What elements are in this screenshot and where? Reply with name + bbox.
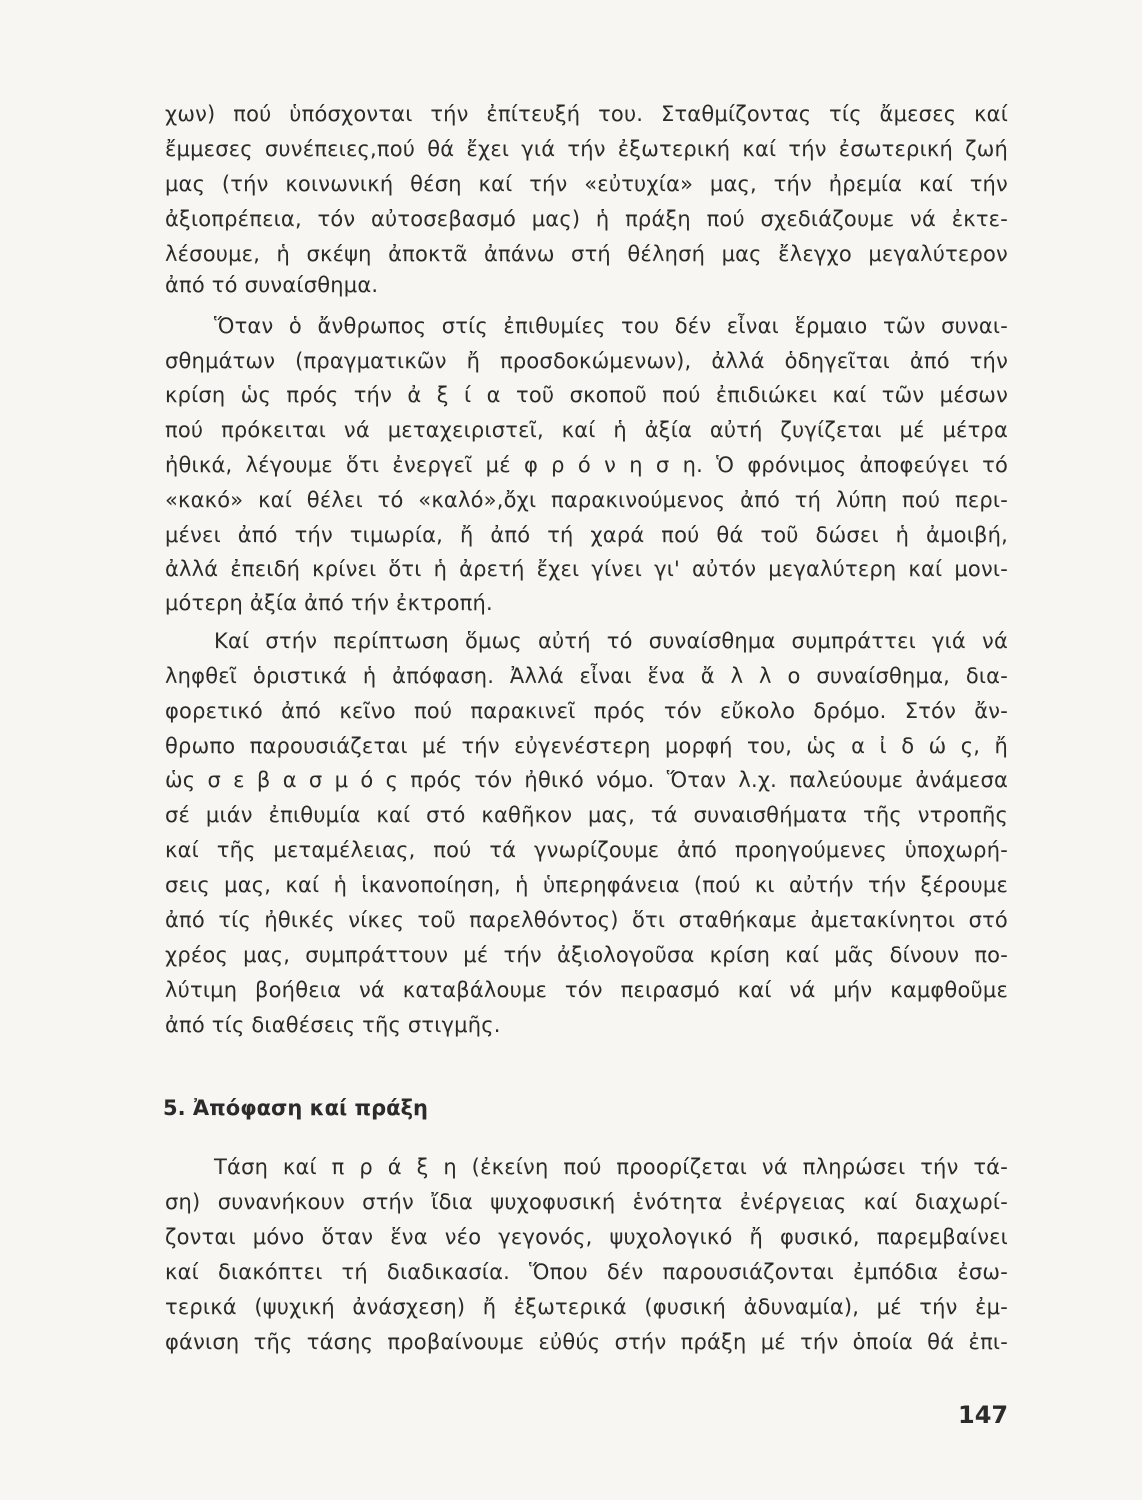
text-line: τερικά (ψυχική ἀνάσχεση) ἤ ἐξωτερικά (φυσική ἀδυναμία), μέ τήν ἐμ- [165, 1295, 1008, 1319]
text-line: σθημάτων (πραγματικῶν ἤ προσδοκώμενων), ἀλλά ὁδηγεῖται ἀπό τήν [165, 349, 1008, 373]
text-line: χων) πού ὑπόσχονται τήν ἐπίτευξή του. Σταθμίζοντας τίς ἄμεσες καί [165, 102, 1008, 126]
text-line: λέσουμε, ἡ σκέψη ἀποκτᾶ ἀπάνω στή θέλησή μας ἔλεγχο μεγαλύτερον [165, 242, 1008, 266]
text-line: Ὅταν ὁ ἄνθρωπος στίς ἐπιθυμίες του δέν εἶναι ἕρμαιο τῶν συναι- [214, 314, 1008, 338]
text-line: φορετικό ἀπό κεῖνο πού παρακινεῖ πρός τόν εὔκολο δρόμο. Στόν ἄν- [165, 699, 1008, 723]
text-line: μότερη ἀξία ἀπό τήν ἐκτροπή. [165, 591, 493, 615]
text-line: σέ μιάν ἐπιθυμία καί στό καθῆκον μας, τά συναισθήματα τῆς ντροπῆς [165, 803, 1008, 827]
text-line: χρέος μας, συμπράττουν μέ τήν ἀξιολογοῦσα κρίση καί μᾶς δίνουν πο- [165, 943, 1008, 967]
text-line: «κακό» καί θέλει τό «καλό»,ὄχι παρακινούμενος ἀπό τή λύπη πού περι- [165, 488, 1008, 512]
text-line: ἀπό τό συναίσθημα. [165, 273, 379, 297]
text-line: καί τῆς μεταμέλειας, πού τά γνωρίζουμε ἀπό προηγούμενες ὑποχωρή- [165, 838, 1008, 862]
text-line: ζονται μόνο ὅταν ἕνα νέο γεγονός, ψυχολογικό ἤ φυσικό, παρεμβαίνει [165, 1225, 1008, 1249]
text-line: ἀπό τίς διαθέσεις τῆς στιγμῆς. [165, 1013, 501, 1037]
text-line: ἀλλά ἐπειδή κρίνει ὅτι ἡ ἀρετή ἔχει γίνει γι' αὐτόν μεγαλύτερη καί μονι- [165, 557, 1008, 581]
text-line: μας (τήν κοινωνική θέση καί τήν «εὐτυχία» μας, τήν ἠρεμία καί τήν [165, 172, 1008, 196]
text-line: ληφθεῖ ὁριστικά ἡ ἀπόφαση. Ἀλλά εἶναι ἕνα ἄ λ λ ο συναίσθημα, δια- [165, 664, 1008, 688]
section-heading: 5. Ἀπόφαση καί πράξη [163, 1096, 428, 1120]
text-line: κρίση ὡς πρός τήν ἀ ξ ί α τοῦ σκοποῦ πού ἐπιδιώκει καί τῶν μέσων [165, 383, 1008, 407]
text-line: μένει ἀπό τήν τιμωρία, ἤ ἀπό τή χαρά πού θά τοῦ δώσει ἡ ἀμοιβή, [165, 523, 1008, 547]
text-line: φάνιση τῆς τάσης προβαίνουμε εὐθύς στήν πράξη μέ τήν ὁποία θά ἐπι- [165, 1330, 1008, 1354]
text-line: ἔμμεσες συνέπειες,πού θά ἔχει γιά τήν ἐξωτερική καί τήν ἐσωτερική ζωή [165, 137, 1008, 161]
text-line: λύτιμη βοήθεια νά καταβάλουμε τόν πειρασμό καί νά μήν καμφθοῦμε [165, 978, 1008, 1002]
text-line: ὡς σ ε β α σ μ ό ς πρός τόν ἠθικό νόμο. Ὅταν λ.χ. παλεύουμε ἀνάμεσα [165, 768, 1008, 792]
page-number: 147 [958, 1401, 1009, 1429]
text-line: ἠθικά, λέγουμε ὅτι ἐνεργεῖ μέ φ ρ ό ν η σ η. Ὁ φρόνιμος ἀποφεύγει τό [165, 453, 1008, 477]
text-line: Καί στήν περίπτωση ὅμως αὐτή τό συναίσθημα συμπράττει γιά νά [214, 629, 1008, 653]
text-line: ἀπό τίς ἠθικές νίκες τοῦ παρελθόντος) ὅτι σταθήκαμε ἀμετακίνητοι στό [165, 908, 1008, 932]
text-line: ση) συνανήκουν στήν ἴδια ψυχοφυσική ἑνότητα ἐνέργειας καί διαχωρί- [165, 1190, 1008, 1214]
text-line: θρωπο παρουσιάζεται μέ τήν εὐγενέστερη μορφή του, ὡς α ἰ δ ώ ς, ἤ [165, 734, 1008, 758]
text-line: ἀξιοπρέπεια, τόν αὐτοσεβασμό μας) ἡ πράξη πού σχεδιάζουμε νά ἐκτε- [165, 207, 1008, 231]
text-line: σεις μας, καί ἡ ἱκανοποίηση, ἡ ὑπερηφάνεια (πού κι αὐτήν τήν ξέρουμε [165, 873, 1008, 897]
text-line: καί διακόπτει τή διαδικασία. Ὅπου δέν παρουσιάζονται ἐμπόδια ἐσω- [165, 1260, 1008, 1284]
text-line: Τάση καί π ρ ά ξ η (ἐκείνη πού προορίζεται νά πληρώσει τήν τά- [214, 1155, 1008, 1179]
text-line: πού πρόκειται νά μεταχειριστεῖ, καί ἡ ἀξία αὐτή ζυγίζεται μέ μέτρα [165, 418, 1008, 442]
